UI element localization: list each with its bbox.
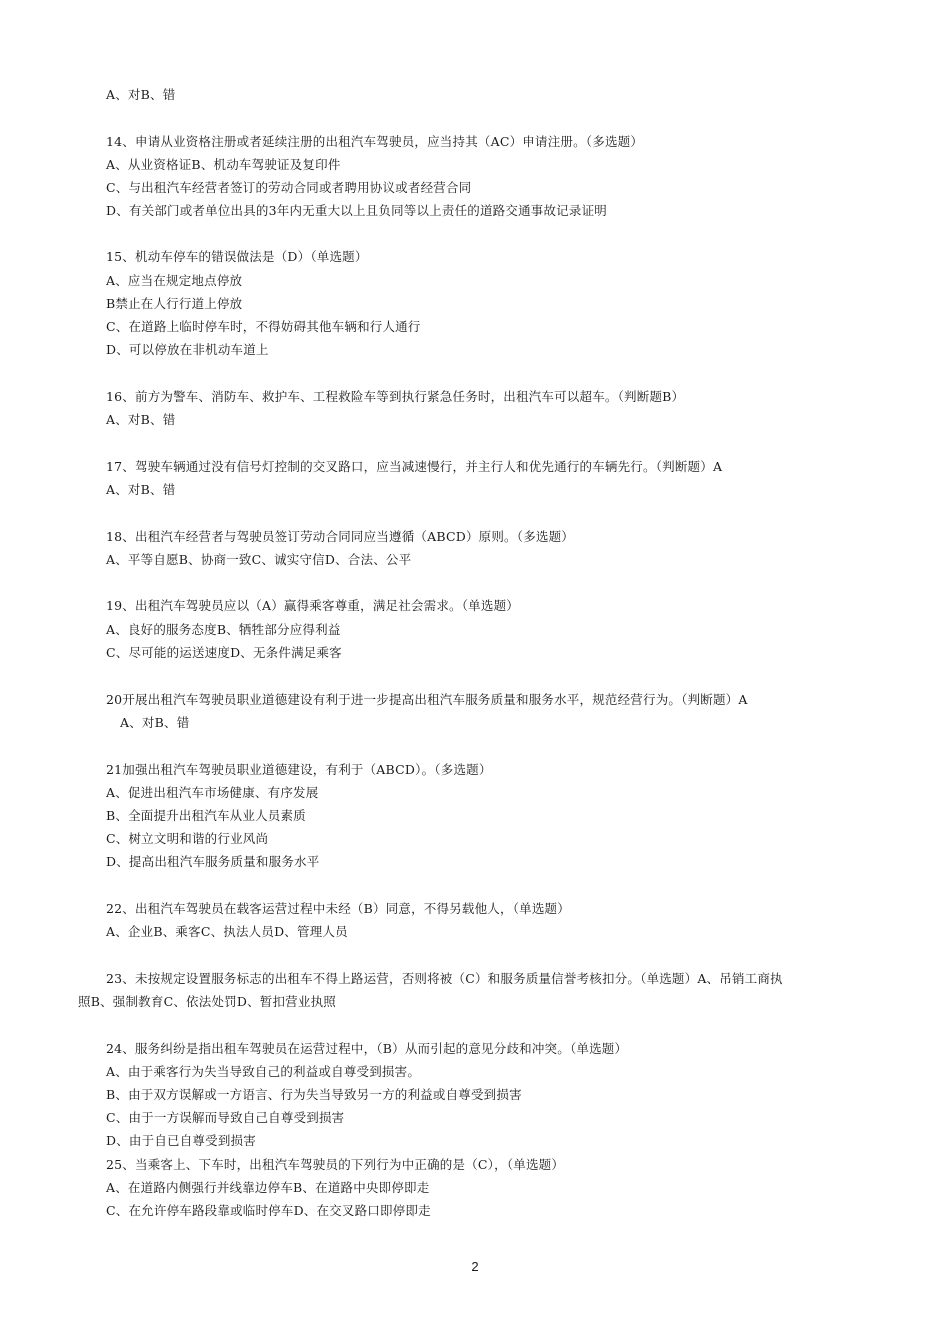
answer-options-13: A、对B、错 xyxy=(106,87,176,102)
option-22-abcd: A、企业B、乘客C、执法人员D、管理人员 xyxy=(106,924,348,939)
question-19: 19、出租汽车驾驶员应以（A）赢得乘客尊重，满足社会需求。（单选题） xyxy=(106,598,519,613)
option-15-b: B禁止在人行行道上停放 xyxy=(106,296,243,311)
option-14-d: D、有关部门或者单位出具的3年内无重大以上且负同等以上责任的道路交通事故记录证明 xyxy=(106,203,607,218)
question-17: 17、驾驶车辆通过没有信号灯控制的交叉路口，应当减速慢行，并主行人和优先通行的车辆先行。（判断题）A xyxy=(106,459,723,474)
option-19-ab: A、良好的服务态度B、牺牲部分应得利益 xyxy=(106,622,341,637)
option-24-c: C、由于一方误解而导致自己自尊受到损害 xyxy=(106,1110,345,1125)
option-14-c: C、与出租汽车经营者签订的劳动合同或者聘用协议或者经营合同 xyxy=(106,180,472,195)
option-25-cd: C、在允许停车路段靠或临时停车D、在交叉路口即停即走 xyxy=(106,1203,431,1218)
question-22: 22、出租汽车驾驶员在载客运营过程中未经（B）同意，不得另载他人，（单选题） xyxy=(106,901,570,916)
option-21-d: D、提高出租汽车服务质量和服务水平 xyxy=(106,854,320,869)
option-21-b: B、全面提升出租汽车从业人员素质 xyxy=(106,808,306,823)
option-25-ab: A、在道路内侧强行并线靠边停车B、在道路中央即停即走 xyxy=(106,1180,430,1195)
option-15-a: A、应当在规定地点停放 xyxy=(106,273,243,288)
option-17-ab: A、对B、错 xyxy=(106,482,176,497)
option-18-abcd: A、平等自愿B、协商一致C、诚实守信D、合法、公平 xyxy=(106,552,412,567)
question-15: 15、机动车停车的错误做法是（D）（单选题） xyxy=(106,249,368,264)
option-21-c: C、树立文明和谐的行业风尚 xyxy=(106,831,269,846)
option-24-a: A、由于乘客行为失当导致自己的利益或自尊受到损害。 xyxy=(106,1064,421,1079)
option-21-a: A、促进出租汽车市场健康、有序发展 xyxy=(106,785,319,800)
option-16-ab: A、对B、错 xyxy=(106,412,176,427)
question-24: 24、服务纠纷是指出租车驾驶员在运营过程中，（B）从而引起的意见分歧和冲突。（单选题） xyxy=(106,1041,628,1056)
question-21: 21加强出租汽车驾驶员职业道德建设，有利于（ABCD）。（多选题） xyxy=(106,762,492,777)
question-23-continued: 照B、强制教育C、依法处罚D、暂扣营业执照 xyxy=(78,994,336,1009)
question-25: 25、当乘客上、下车时，出租汽车驾驶员的下列行为中正确的是（C），（单选题） xyxy=(106,1157,565,1172)
option-19-cd: C、尽可能的运送速度D、无条件满足乘客 xyxy=(106,645,342,660)
option-15-d: D、可以停放在非机动车道上 xyxy=(106,342,269,357)
page-number: 2 xyxy=(471,1259,479,1274)
option-20-ab: A、对B、错 xyxy=(120,715,190,730)
option-14-ab: A、从业资格证B、机动车驾驶证及复印件 xyxy=(106,157,341,172)
question-14: 14、申请从业资格注册或者延续注册的出租汽车驾驶员，应当持其（AC）申请注册。（多选题） xyxy=(106,134,644,149)
option-24-b: B、由于双方误解或一方语言、行为失当导致另一方的利益或自尊受到损害 xyxy=(106,1087,522,1102)
option-24-d: D、由于自已自尊受到损害 xyxy=(106,1133,256,1148)
question-18: 18、出租汽车经营者与驾驶员签订劳动合同同应当遵循（ABCD）原则。（多选题） xyxy=(106,529,574,544)
question-16: 16、前方为警车、消防车、救护车、工程救险车等到执行紧急任务时，出租汽车可以超车。（判断题B） xyxy=(106,389,685,404)
option-15-c: C、在道路上临时停车时，不得妨碍其他车辆和行人通行 xyxy=(106,319,421,334)
question-20: 20开展出租汽车驾驶员职业道德建设有利于进一步提高出租汽车服务质量和服务水平，规范经营行为。（判断题）A xyxy=(106,692,748,707)
question-23: 23、未按规定设置服务标志的出租车不得上路运营，否则将被（C）和服务质量信誉考核扣分。（单选题）A、吊销工商执 xyxy=(106,971,783,986)
